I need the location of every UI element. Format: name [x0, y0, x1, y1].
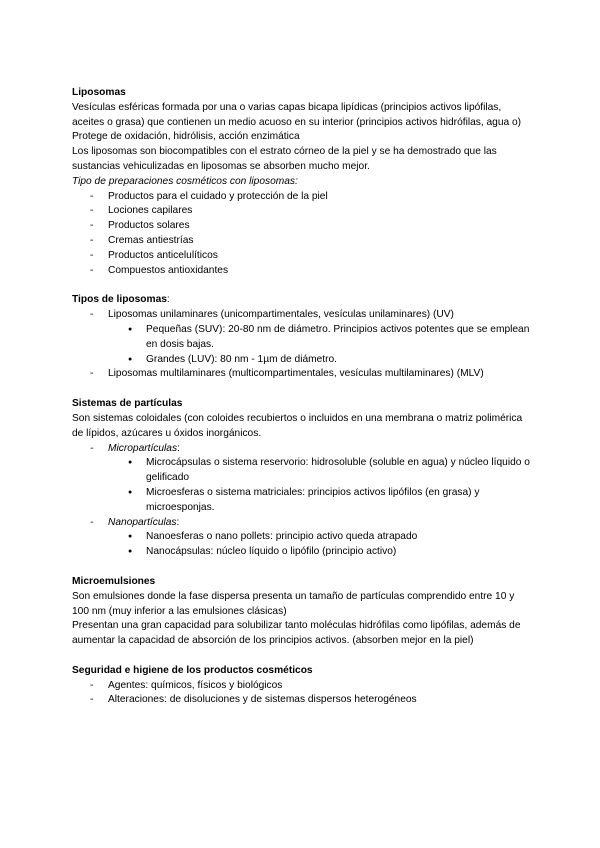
list-item: ● Microesferas o sistema matriciales: principios activos lipófilos (en grasa) y microesponjas. [72, 486, 532, 516]
list-item-nanoparticulas: - Nanopartículas: [72, 516, 532, 531]
heading-liposomas: Liposomas [72, 87, 126, 98]
list-item: - Alteraciones: de disoluciones y de sistemas dispersos heterogéneos [72, 693, 532, 708]
nanoparticulas-label: Nanopartículas [108, 516, 177, 528]
list-item-luv: ● Grandes (LUV): 80 nm - 1µm de diámetro. [72, 353, 532, 368]
list-item: ● Microcápsulas o sistema reservorio: hidrosoluble (soluble en agua) y núcleo líquido o gelificado [72, 456, 532, 486]
list-item: - Lociones capilares [72, 204, 532, 219]
microparticulas-label: Micropartículas [108, 442, 178, 454]
section-seguridad [72, 664, 532, 708]
list-item: - Productos solares [72, 219, 532, 234]
list-item-unilaminares: - Liposomas unilaminares (unicompartimentales, vesículas unilaminares) (UV) [72, 308, 532, 323]
microemulsiones-definition: Son emulsiones donde la fase dispersa presenta un tamaño de partículas comprendido entre 10 y 100 nm (muy inferior a las emulsiones clásicas) [72, 590, 515, 617]
sistemas-definition: Son sistemas coloidales (con coloides recubiertos o incluidos en una membrana o matriz polimérica de lípidos, azúcares u óxidos inorgánicos. [72, 412, 523, 439]
list-item-microparticulas: - Micropartículas: [72, 442, 532, 457]
section-sistemas [72, 397, 532, 560]
heading-tipos: Tipos de liposomas [72, 294, 167, 306]
seguridad-list [72, 679, 532, 709]
section-tipos [72, 293, 532, 382]
heading-microemulsiones: Microemulsiones [72, 575, 156, 587]
liposomas-prep-label: Tipo de preparaciones cosméticos con liposomas: [72, 175, 298, 187]
section-microemulsiones [72, 575, 532, 649]
heading-seguridad: Seguridad e higiene de los productos cosméticos [72, 664, 313, 676]
sistemas-list [72, 442, 532, 560]
list-item: ● Nanoesferas o nano pollets: principio activo queda atrapado [72, 530, 532, 545]
liposomas-definition: Vesículas esféricas formada por una o varias capas bicapa lipídicas (principios activos lipófilas, aceites o grasa) que contienen un medio acuoso en su interior (principios activos hidrófilas, agua o) [72, 101, 522, 128]
list-item-suv: ● Pequeñas (SUV): 20-80 nm de diámetro. Principios activos potentes que se emplean en dosis bajas. [72, 323, 532, 353]
list-item: - Cremas antiestrías [72, 234, 532, 249]
heading-tipos-row [72, 293, 532, 308]
list-item: ● Nanocápsulas: núcleo líquido o lipófilo (principio activo) [72, 545, 532, 560]
heading-tipos-colon: : [166, 294, 170, 306]
document-page [72, 86, 532, 708]
list-item-multilaminares: - Liposomas multilaminares (multicompartimentales, vesículas multilaminares) (MLV) [72, 367, 532, 382]
heading-sistemas: Sistemas de partículas [72, 398, 183, 410]
list-item: - Compuestos antioxidantes [72, 264, 532, 279]
liposomas-biocompatibility: Los liposomas son biocompatibles con el estrato córneo de la piel y se ha demostrado que las sustancias vehiculizadas en liposomas se absorben mucho mejor. [72, 146, 497, 172]
liposomas-prep-list [72, 190, 532, 279]
list-item: - Agentes: químicos, físicos y biológicos [72, 679, 532, 694]
liposomas-protection: Protege de oxidación, hidrólisis, acción enzimática [72, 131, 300, 143]
tipos-list [72, 308, 532, 382]
microemulsiones-capacity: Presentan una gran capacidad para solubilizar tanto moléculas hidrófilas como lipófilas, además de aumentar la capacidad de absorción de los principios activos. (absorben mejor en la piel) [72, 620, 521, 647]
list-item: - Productos anticelulíticos [72, 249, 532, 264]
list-item: - Productos para el cuidado y protección de la piel [72, 190, 532, 205]
section-liposomas [72, 86, 532, 278]
